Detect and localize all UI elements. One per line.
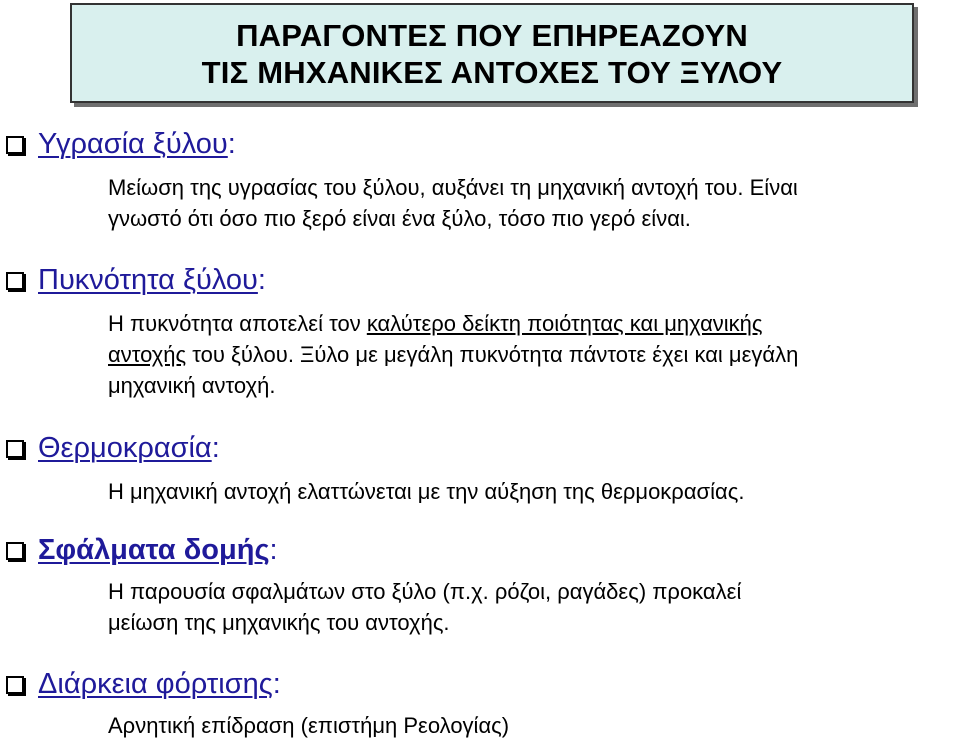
section-heading xyxy=(0,532,960,572)
section-heading xyxy=(0,126,960,166)
section-body xyxy=(108,308,958,401)
heading-colon: : xyxy=(227,128,236,160)
body-text-rest: του ξύλου. Ξύλο με μεγάλη πυκνότητα πάντοτε έχει και μεγάλη xyxy=(186,342,799,367)
heading-label: Διάρκεια φόρτισης xyxy=(38,668,273,700)
title-line-2: ΤΙΣ ΜΗΧΑΝΙΚΕΣ ΑΝΤΟΧΕΣ ΤΟΥ ΞΥΛΟΥ xyxy=(201,55,783,90)
body-line: μείωση της μηχανικής του αντοχής. xyxy=(108,610,450,635)
body-line: γνωστό ότι όσο πιο ξερό είναι ένα ξύλο, τόσο πιο γερό είναι. xyxy=(108,206,691,231)
body-line: Αρνητική επίδραση (επιστήμη Ρεολογίας) xyxy=(108,713,510,738)
checkbox-bullet-icon xyxy=(6,440,24,458)
checkbox-bullet-icon xyxy=(6,272,24,290)
heading-label: Σφάλματα δομής xyxy=(38,534,270,566)
section-temperature xyxy=(0,430,960,504)
title-line-1: ΠΑΡΑΓΟΝΤΕΣ ΠΟΥ ΕΠΗΡΕΑΖΟΥΝ xyxy=(236,18,748,53)
section-heading xyxy=(0,666,960,706)
body-line: μηχανική αντοχή. xyxy=(108,373,276,398)
body-line: Η παρουσία σφαλμάτων στο ξύλο (π.χ. ρόζοι, ραγάδες) προκαλεί xyxy=(108,579,742,604)
section-moisture xyxy=(0,126,960,231)
section-heading xyxy=(0,430,960,470)
heading-colon: : xyxy=(257,264,266,296)
body-text-underlined: καλύτερο δείκτη ποιότητας και μηχανικής xyxy=(366,311,763,336)
section-body xyxy=(108,576,958,638)
heading-colon: : xyxy=(211,432,220,464)
body-line: Η μηχανική αντοχή ελαττώνεται με την αύξηση της θερμοκρασίας. xyxy=(108,479,745,504)
checkbox-bullet-icon xyxy=(6,676,24,694)
title-box xyxy=(70,3,914,103)
heading-label: Υγρασία ξύλου xyxy=(38,128,228,160)
body-text-intro: Η πυκνότητα αποτελεί τον xyxy=(108,311,367,336)
body-line: Μείωση της υγρασίας του ξύλου, αυξάνει τη μηχανική αντοχή του. Είναι xyxy=(108,175,798,200)
section-density xyxy=(0,262,960,398)
section-load-duration xyxy=(0,666,960,738)
body-text-underlined: αντοχής xyxy=(108,342,187,367)
section-body xyxy=(108,476,958,507)
heading-label: Πυκνότητα ξύλου xyxy=(38,264,258,296)
heading-colon: : xyxy=(269,534,278,566)
checkbox-bullet-icon xyxy=(6,542,24,560)
heading-colon: : xyxy=(272,668,281,700)
checkbox-bullet-icon xyxy=(6,136,24,154)
section-body xyxy=(108,172,958,234)
section-heading xyxy=(0,262,960,302)
section-structural-defects xyxy=(0,532,960,635)
heading-label: Θερμοκρασία xyxy=(38,432,212,464)
section-body xyxy=(108,710,958,741)
